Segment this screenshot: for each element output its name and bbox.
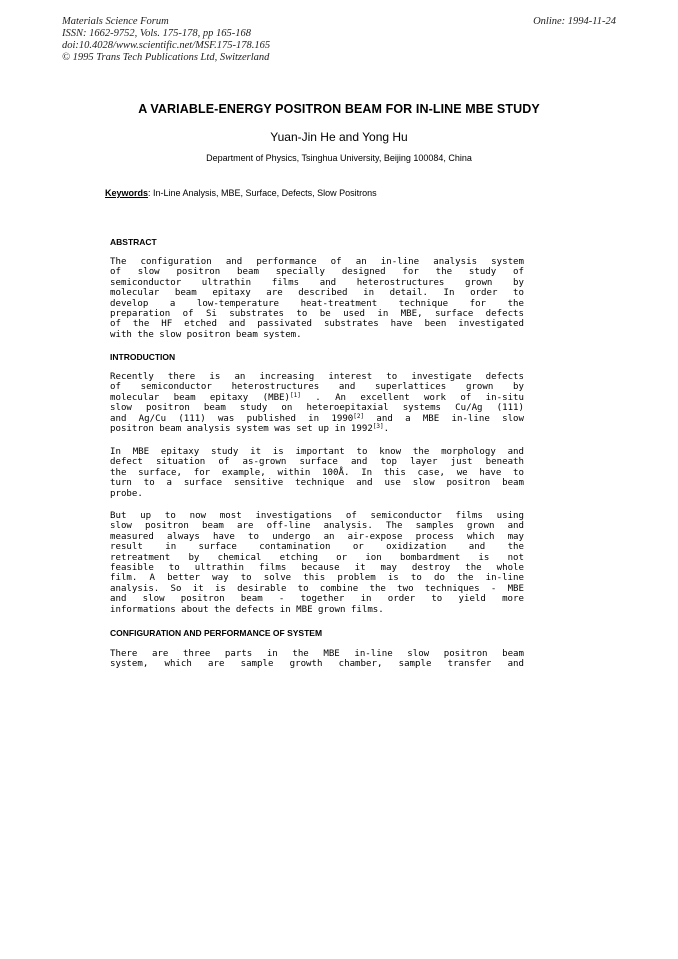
- intro-paragraph-3: [110, 511, 524, 615]
- intro-line: slow positron beam study on heteroepitaxial systems Cu/Ag (111): [110, 403, 524, 414]
- journal-doi: doi:10.4028/www.scientific.net/MSF.175-178.165: [62, 40, 271, 51]
- intro-text: and a MBE in-line slow: [364, 413, 524, 424]
- intro-text: . An excellent work of in-situ: [300, 392, 524, 403]
- intro-line: [110, 424, 524, 434]
- intro-line: But up to now most investigations of semiconductor films using: [110, 511, 524, 521]
- configuration-line: There are three parts in the MBE in-line slow positron beam: [110, 649, 524, 659]
- intro-line: probe.: [110, 488, 143, 499]
- intro-line: and slow positron beam - together in order to yield more: [110, 594, 524, 605]
- intro-paragraph-1: [110, 372, 524, 434]
- abstract-line: The configuration and performance of an in-line analysis system: [110, 257, 524, 267]
- keywords-line: [105, 188, 377, 198]
- journal-name: Materials Science Forum: [62, 16, 169, 27]
- intro-text: and Ag/Cu (111) was published in 1990: [110, 413, 354, 424]
- citation-2: [2]: [353, 412, 365, 420]
- intro-line: of semiconductor heterostructures and superlattices grown by: [110, 382, 524, 393]
- intro-line: feasible to ultrathin films because it may destroy the whole: [110, 562, 524, 573]
- citation-3: [3]: [372, 422, 384, 430]
- configuration-line: system, which are sample growth chamber, sample transfer and: [110, 659, 524, 670]
- configuration-heading: CONFIGURATION AND PERFORMANCE OF SYSTEM: [110, 628, 323, 638]
- intro-line: [110, 393, 524, 403]
- keywords-text: : In-Line Analysis, MBE, Surface, Defects, Slow Positrons: [148, 188, 377, 198]
- intro-line: measured always have to undergo an air-expose process which may: [110, 531, 524, 542]
- paper-authors: Yuan-Jin He and Yong Hu: [270, 130, 408, 144]
- paper-title: A VARIABLE-ENERGY POSITRON BEAM FOR IN-LINE MBE STUDY: [138, 102, 540, 116]
- abstract-line: semiconductor ultrathin films and heterostructures grown by: [110, 277, 524, 288]
- abstract-line: molecular beam epitaxy are described in detail. In order to: [110, 288, 524, 299]
- intro-text: .: [383, 423, 390, 434]
- intro-text: molecular beam epitaxy (MBE): [110, 392, 291, 403]
- intro-line: slow positron beam are off-line analysis. The samples grown and: [110, 521, 524, 532]
- abstract-paragraph: [110, 257, 524, 340]
- abstract-line: of the HF etched and passivated substrates have been investigated: [110, 319, 524, 330]
- intro-line: retreatment by chemical etching or ion bombardment is not: [110, 552, 524, 563]
- intro-line: turn to a surface sensitive technique and use slow positron beam: [110, 478, 524, 489]
- online-date: Online: 1994-11-24: [533, 16, 616, 27]
- abstract-line: of slow positron beam specially designed for the study of: [110, 267, 524, 278]
- keywords-label: Keywords: [105, 188, 149, 198]
- intro-line: informations about the defects in MBE grown films.: [110, 604, 384, 615]
- intro-line: result in surface contamination or oxidization and the: [110, 542, 524, 553]
- introduction-heading: INTRODUCTION: [110, 352, 176, 362]
- intro-line: film. A better way to solve this problem is to do the in-line: [110, 573, 524, 584]
- journal-header: [62, 16, 270, 64]
- abstract-line: with the slow positron beam system.: [110, 329, 302, 340]
- abstract-heading: ABSTRACT: [110, 237, 157, 247]
- intro-line: analysis. So it is desirable to combine the two techniques - MBE: [110, 583, 524, 594]
- abstract-line: preparation of Si substrates to be used in MBE, surface defects: [110, 308, 524, 319]
- citation-1: [1]: [290, 391, 301, 399]
- intro-paragraph-2: [110, 447, 524, 499]
- intro-line: defect situation of as-grown surface and top layer just beneath: [110, 457, 524, 468]
- journal-issn: ISSN: 1662-9752, Vols. 175-178, pp 165-168: [62, 28, 251, 39]
- intro-line: the surface, for example, within 100Å. In this case, we have to: [110, 467, 524, 478]
- abstract-line: develop a low-temperature heat-treatment technique for the: [110, 298, 524, 309]
- intro-line: In MBE epitaxy study it is important to know the morphology and: [110, 447, 524, 457]
- intro-text: positron beam analysis system was set up in 1992: [110, 423, 373, 434]
- paper-affiliation: Department of Physics, Tsinghua University, Beijing 100084, China: [206, 153, 472, 163]
- journal-copyright: © 1995 Trans Tech Publications Ltd, Switzerland: [62, 52, 270, 63]
- intro-line: Recently there is an increasing interest to investigate defects: [110, 372, 524, 382]
- configuration-paragraph: [110, 649, 524, 670]
- intro-line: [110, 414, 524, 424]
